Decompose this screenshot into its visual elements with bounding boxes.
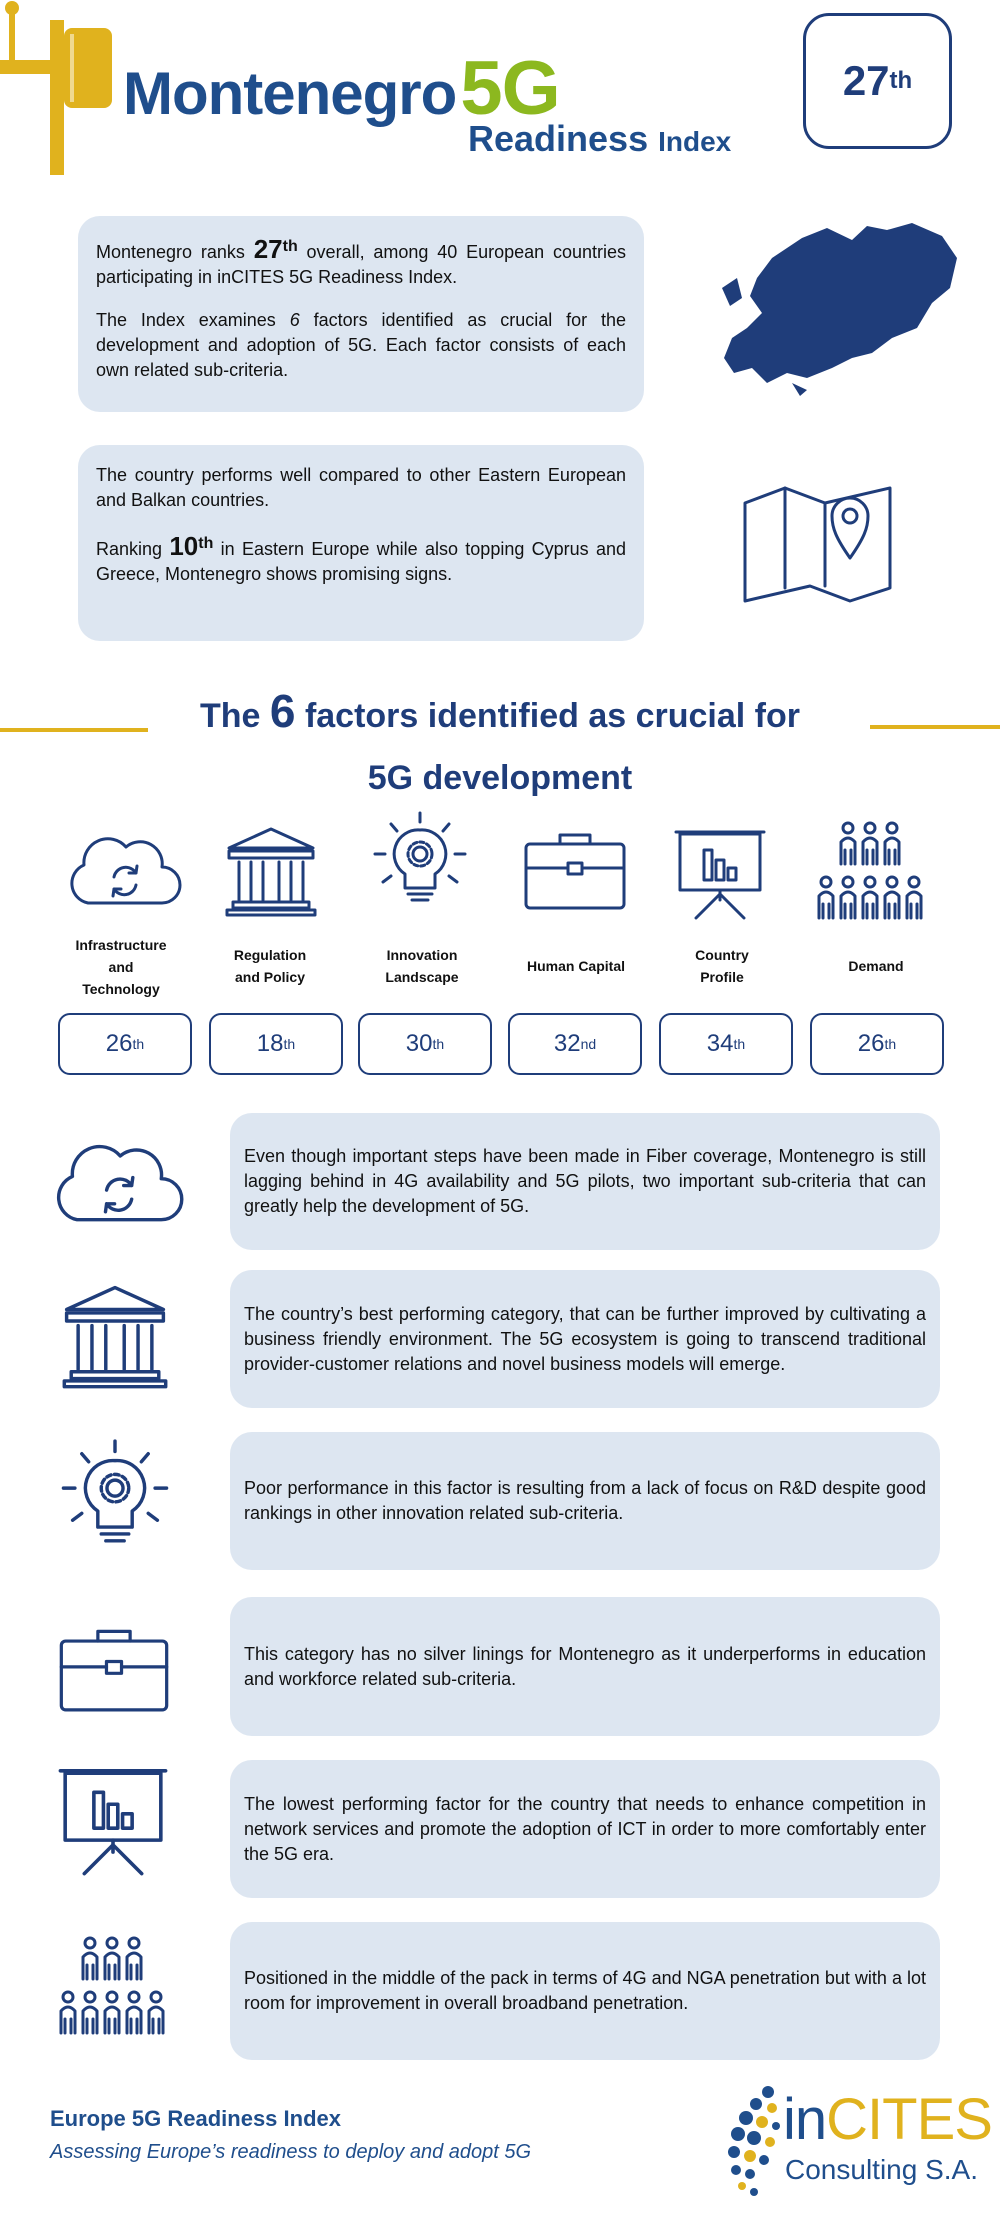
cloud-sync-icon [50,1140,186,1222]
europe-map-icon [712,218,962,398]
factor-label-human-capital: Human Capital [526,958,625,974]
factor-label-infrastructure: Infrastructure and Technology [75,937,167,997]
intro-paragraph-1: Montenegro ranks 27th overall, among 40 European countries participating in inCITES 5G Readiness Index. [96,234,626,287]
detail-box-human-capital: This category has no silver linings for Montenegro as it underperforms in education and workforce related sub-criteria. [230,1597,940,1736]
lightbulb-gear-icon [56,1440,174,1550]
people-group-icon [56,1935,168,2043]
footer-subtitle: Assessing Europe’s readiness to deploy and adopt 5G [50,2141,532,2163]
courthouse-icon [225,826,317,916]
intro-paragraph-3: The country performs well compared to other Eastern European and Balkan countries. [96,465,626,510]
page-subtitle: Readiness Index [468,118,732,159]
people-group-icon [814,820,926,928]
antenna-tower-icon [0,0,120,175]
intro-box-ranking [78,216,644,412]
factor-rank-innovation: 30 th [358,1013,492,1075]
factor-rank-country-profile: 34 th [659,1013,793,1075]
factor-label-innovation: Innovation Landscape [385,947,459,985]
lightbulb-gear-icon [369,812,471,908]
factor-label-regulation: Regulation and Policy [233,947,307,985]
detail-box-infrastructure: Even though important steps have been made in Fiber coverage, Montenegro is still lagging behind in 4G availability and 5G pilots, two important sub-criteria that can greatly help the development of 5G. [230,1113,940,1250]
incites-logo-subtitle: Consulting S.A. [785,2154,978,2185]
intro-box-comparison [78,445,644,641]
detail-box-regulation: The country’s best performing category, that can be further improved by cultivating a business friendly environment. The 5G ecosystem is going to transcend traditional provider-customer relations and novel business models will emerge. [230,1270,940,1408]
factor-label-country-profile: Country Profile [695,947,749,985]
factor-rank-regulation: 18 th [209,1013,343,1075]
section-heading: The 6 factors identified as crucial for 5G development [200,685,800,797]
detail-box-innovation: Poor performance in this factor is resulting from a lack of focus on R&D despite good rankings in other innovation related sub-criteria. [230,1432,940,1570]
incites-logo-mark [722,2082,784,2200]
detail-box-demand: Positioned in the middle of the pack in terms of 4G and NGA penetration but with a lot room for improvement in overall broadband penetration. [230,1922,940,2060]
courthouse-icon [62,1284,168,1388]
page-title: Montenegro5G [123,46,560,131]
factor-rank-demand: 26 th [810,1013,944,1075]
intro-paragraph-4: Ranking 10th in Eastern Europe while also topping Cyprus and Greece, Montenegro shows promising signs. [96,531,626,584]
briefcase-icon [56,1626,172,1712]
overall-rank-badge: 27 th [803,13,952,149]
incites-logo-text: inCITES [783,2087,992,2152]
cloud-sync-icon [66,833,182,905]
footer-title: Europe 5G Readiness Index [50,2106,341,2131]
intro-paragraph-2: The Index examines 6 factors identified as crucial for the development and adoption of 5G. Each factor consists of each own related sub-criteria. [96,310,626,380]
factor-rank-human-capital: 32 nd [508,1013,642,1075]
briefcase-icon [524,830,626,910]
factor-label-demand: Demand [848,958,904,974]
presentation-chart-icon [58,1766,168,1876]
detail-box-country-profile: The lowest performing factor for the country that needs to enhance competition in network services and promote the adoption of ICT in order to more comfortably enter the 5G era. [230,1760,940,1898]
factor-rank-infrastructure: 26 th [58,1013,192,1075]
presentation-chart-icon [674,828,766,920]
map-pin-icon [740,478,895,601]
